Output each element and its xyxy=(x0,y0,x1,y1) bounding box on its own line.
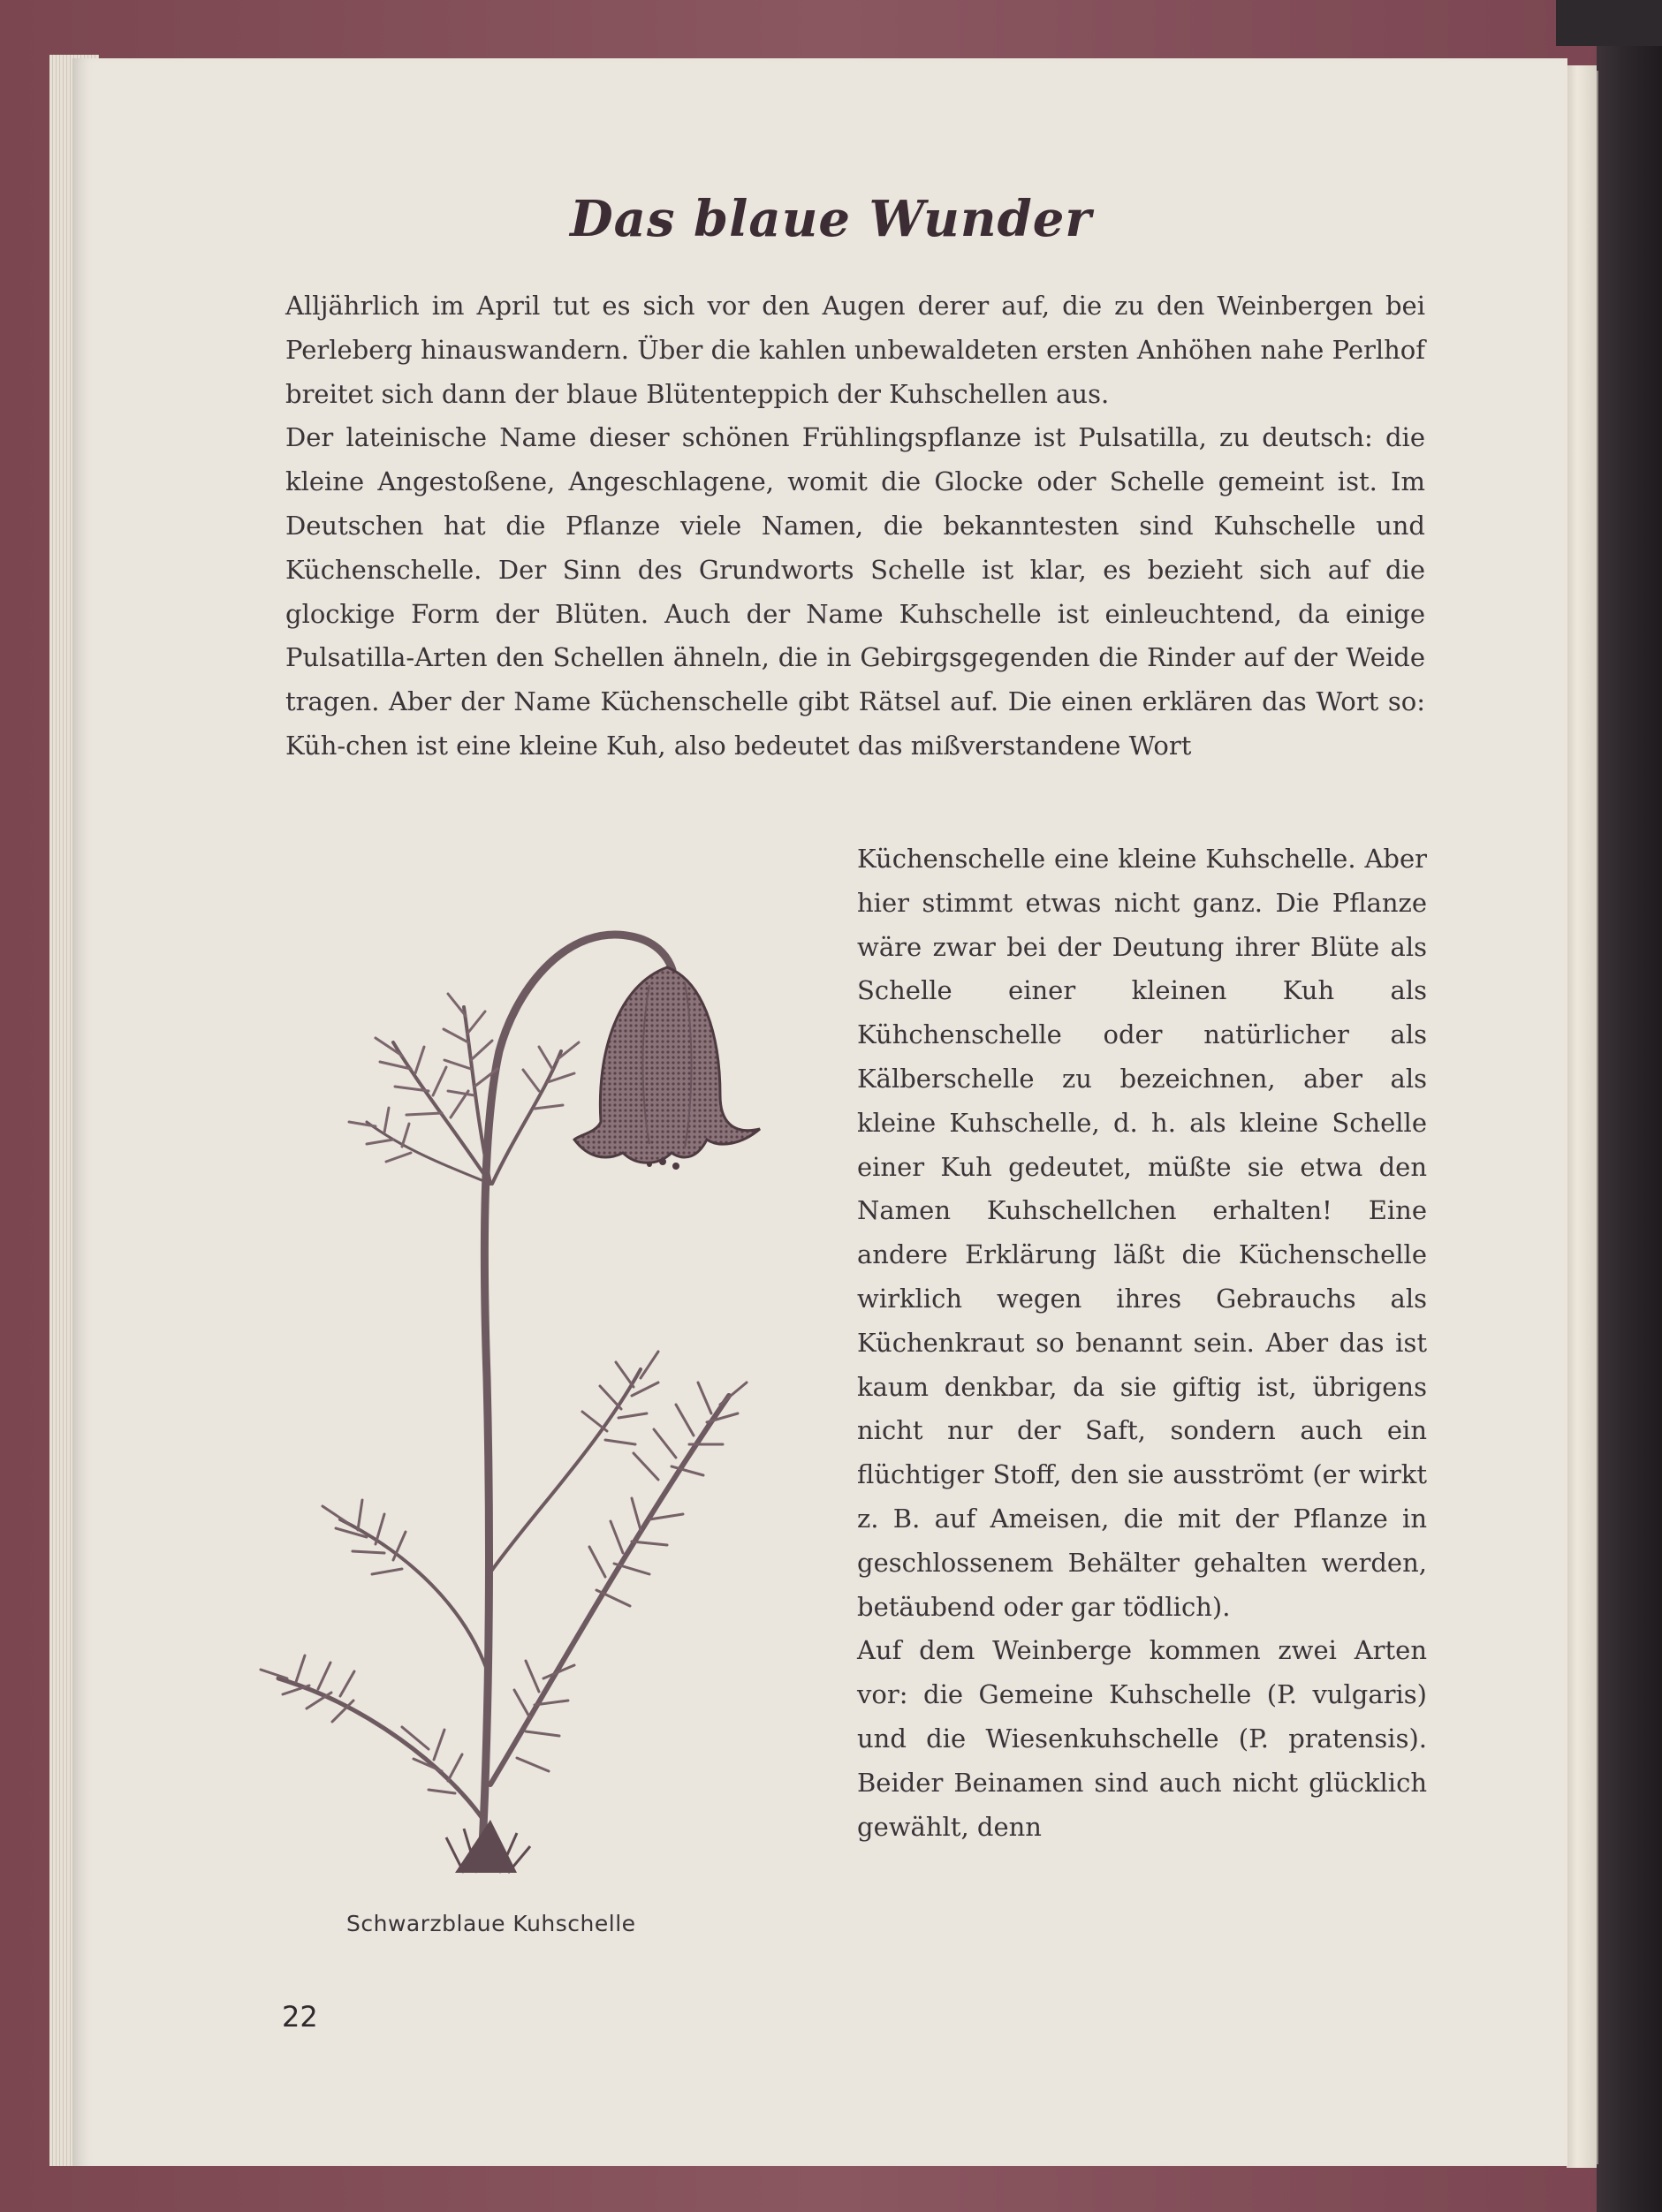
figure-caption: Schwarzblaue Kuhschelle xyxy=(346,1911,636,1936)
text-block-column xyxy=(857,837,1427,1849)
page-number: 22 xyxy=(282,2000,318,2034)
pasque-flower-illustration xyxy=(225,901,844,1899)
book-spine-top xyxy=(1556,0,1662,46)
paragraph-2: Der lateinische Name dieser schönen Frühlingspflanze ist Pulsatilla, zu deutsch: die kleine Angestoßene, Angeschlagene, womit die Glocke oder Schelle gemeint ist. Im Deutschen hat die Pflanze viele Namen, die bekanntesten sind Kuhschelle und Küchenschelle. Der Sinn des Grundworts Schelle ist klar, es bezieht sich auf die glockige Form der Blüten. Auch der Name Kuhschelle ist einleuchtend, da einige Pulsatilla-Arten den Schellen ähneln, die in Gebirgsgegenden die Rinder auf der Weide tragen. Aber der Name Küchenschelle gibt Rätsel auf. Die einen erklären das Wort so: Küh-chen ist eine kleine Kuh, also bedeutet das mißverstandene Wort xyxy=(285,422,1425,761)
page-title: Das blaue Wunder xyxy=(570,190,1092,248)
text-block-full-width xyxy=(285,284,1425,769)
paragraph-3: Auf dem Weinberge kommen zwei Arten vor: die Gemeine Kuhschelle (P. vulgaris) und die Wiesenkuhschelle (P. pratensis). Beider Beinamen sind auch nicht glücklich gewählt, denn xyxy=(857,1635,1427,1842)
paragraph-1: Alljährlich im April tut es sich vor den Augen derer auf, die zu den Weinbergen bei Perleberg hinauswandern. Über die kahlen unbewaldeten ersten Anhöhen nahe Perlhof breitet sich dann der blaue Blütenteppich der Kuhschellen aus. xyxy=(285,291,1425,409)
paragraph-2-continued: Küchenschelle eine kleine Kuhschelle. Aber hier stimmt etwas nicht ganz. Die Pflanze wäre zwar bei der Deutung ihrer Blüte als Schelle einer kleinen Kuh als Kühchenschelle oder natürlicher als Kälberschelle zu bezeichnen, aber als kleine Kuhschelle, d. h. als kleine Schelle einer Kuh gedeutet, müßte sie etwa den Namen Kuhschellchen erhalten! Eine andere Erklärung läßt die Küchenschelle wirklich wegen ihres Gebrauchs als Küchenkraut so benannt sein. Aber das ist kaum denkbar, da sie giftig ist, übrigens nicht nur der Saft, sondern auch ein flüchtiger Stoff, den sie ausströmt (er wirkt z. B. auf Ameisen, die mit der Pflanze in geschlossenem Behälter gehalten werden, betäubend oder gar tödlich). xyxy=(857,844,1427,1622)
page-edge-right xyxy=(1567,65,1597,2168)
page-edge-line xyxy=(1597,71,1598,2164)
book-spine-edge xyxy=(1597,0,1662,2212)
